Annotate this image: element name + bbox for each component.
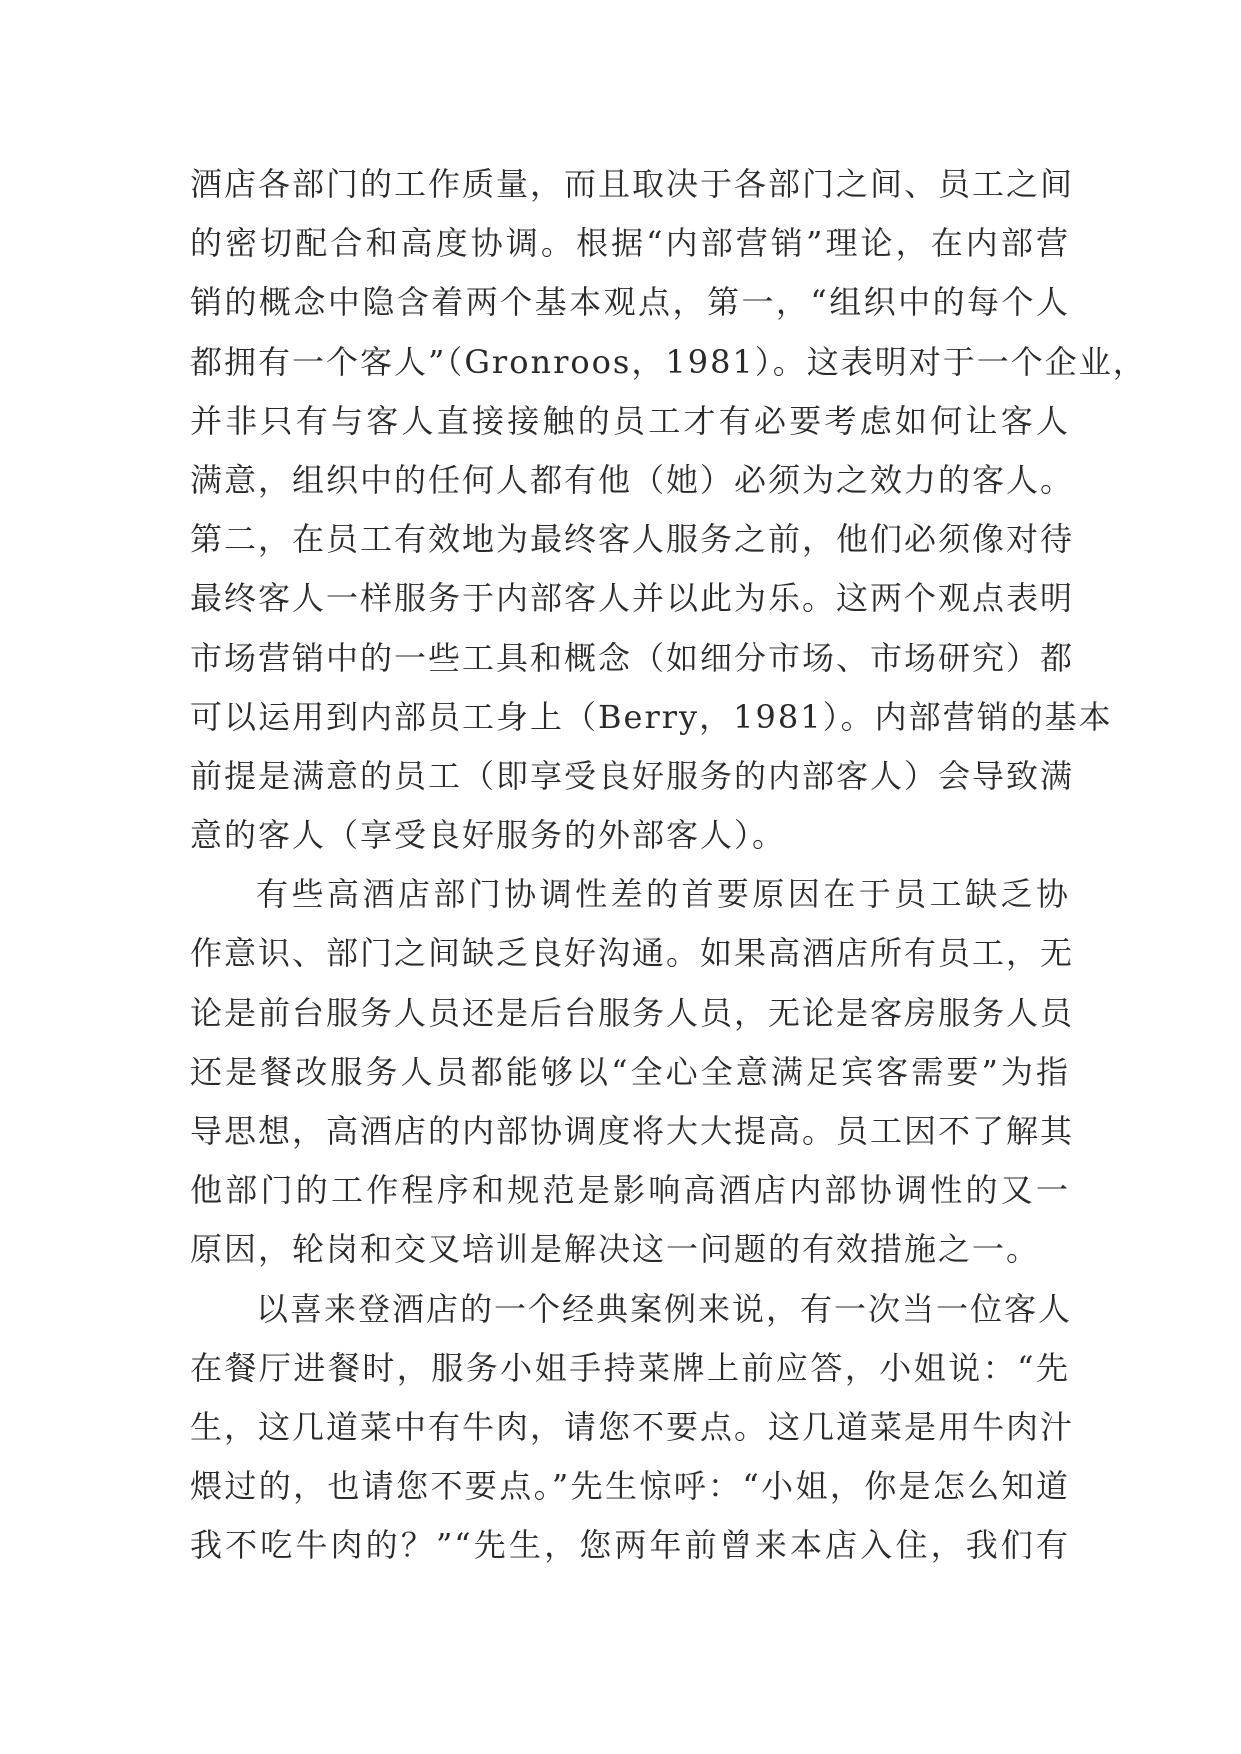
text-line: 以喜来登酒店的一个经典案例来说，有一次当一位客人: [256, 1289, 1073, 1328]
text-line: 销的概念中隐含着两个基本观点，第一，“组织中的每个人: [190, 283, 1070, 322]
text-line: 前提是满意的员工（即享受良好服务的内部客人）会导致满: [190, 756, 1075, 795]
text-line: 第二，在员工有效地为最终客人服务之前，他们必须像对待: [190, 520, 1075, 559]
text-line: 可以运用到内部员工身上（Berry，1981）。内部营销的基本: [190, 697, 1113, 736]
text-line: 论是前台服务人员还是后台服务人员，无论是客房服务人员: [190, 993, 1075, 1032]
body-text: [190, 155, 1147, 1576]
text-line: 意的客人（享受良好服务的外部客人）。: [190, 816, 787, 855]
text-line: 导思想，高酒店的内部协调度将大大提高。员工因不了解其: [190, 1112, 1075, 1150]
text-line: 作意识、部门之间缺乏良好沟通。如果高酒店所有员工，无: [190, 934, 1075, 973]
text-line: 在餐厅进餐时，服务小姐手持菜牌上前应答，小姐说：“先: [190, 1348, 1070, 1387]
text-line: 还是餐改服务人员都能够以“全心全意满足宾客需要”为指: [190, 1052, 1070, 1091]
text-line: 满意，组织中的任何人都有他（她）必须为之效力的客人。: [190, 460, 1075, 499]
text-line: 有些高酒店部门协调性差的首要原因在于员工缺乏协: [256, 875, 1070, 914]
text-line: 最终客人一样服务于内部客人并以此为乐。这两个观点表明: [190, 579, 1075, 618]
text-line: 市场营销中的一些工具和概念（如细分市场、市场研究）都: [190, 638, 1075, 677]
text-line: 我不吃牛肉的？”“先生，您两年前曾来本店入住，我们有: [190, 1526, 1070, 1565]
text-line: 酒店各部门的工作质量，而且取决于各部门之间、员工之间: [190, 165, 1075, 203]
text-line: 都拥有一个客人”（Gronroos，1981）。这表明对于一个企业，: [190, 342, 1147, 381]
text-line: 煨过的，也请您不要点。”先生惊呼：“小姐，你是怎么知道: [190, 1467, 1070, 1506]
text-line: 并非只有与客人直接接触的员工才有必要考虑如何让客人: [190, 401, 1070, 440]
text-line: 的密切配合和高度协调。根据“内部营销”理论，在内部营: [190, 224, 1070, 263]
text-line: 他部门的工作程序和规范是影响高酒店内部协调性的又一: [190, 1171, 1070, 1210]
text-line: 生，这几道菜中有牛肉，请您不要点。这几道菜是用牛肉汁: [190, 1407, 1075, 1446]
text-line: 原因，轮岗和交叉培训是解决这一问题的有效措施之一。: [190, 1230, 1041, 1269]
